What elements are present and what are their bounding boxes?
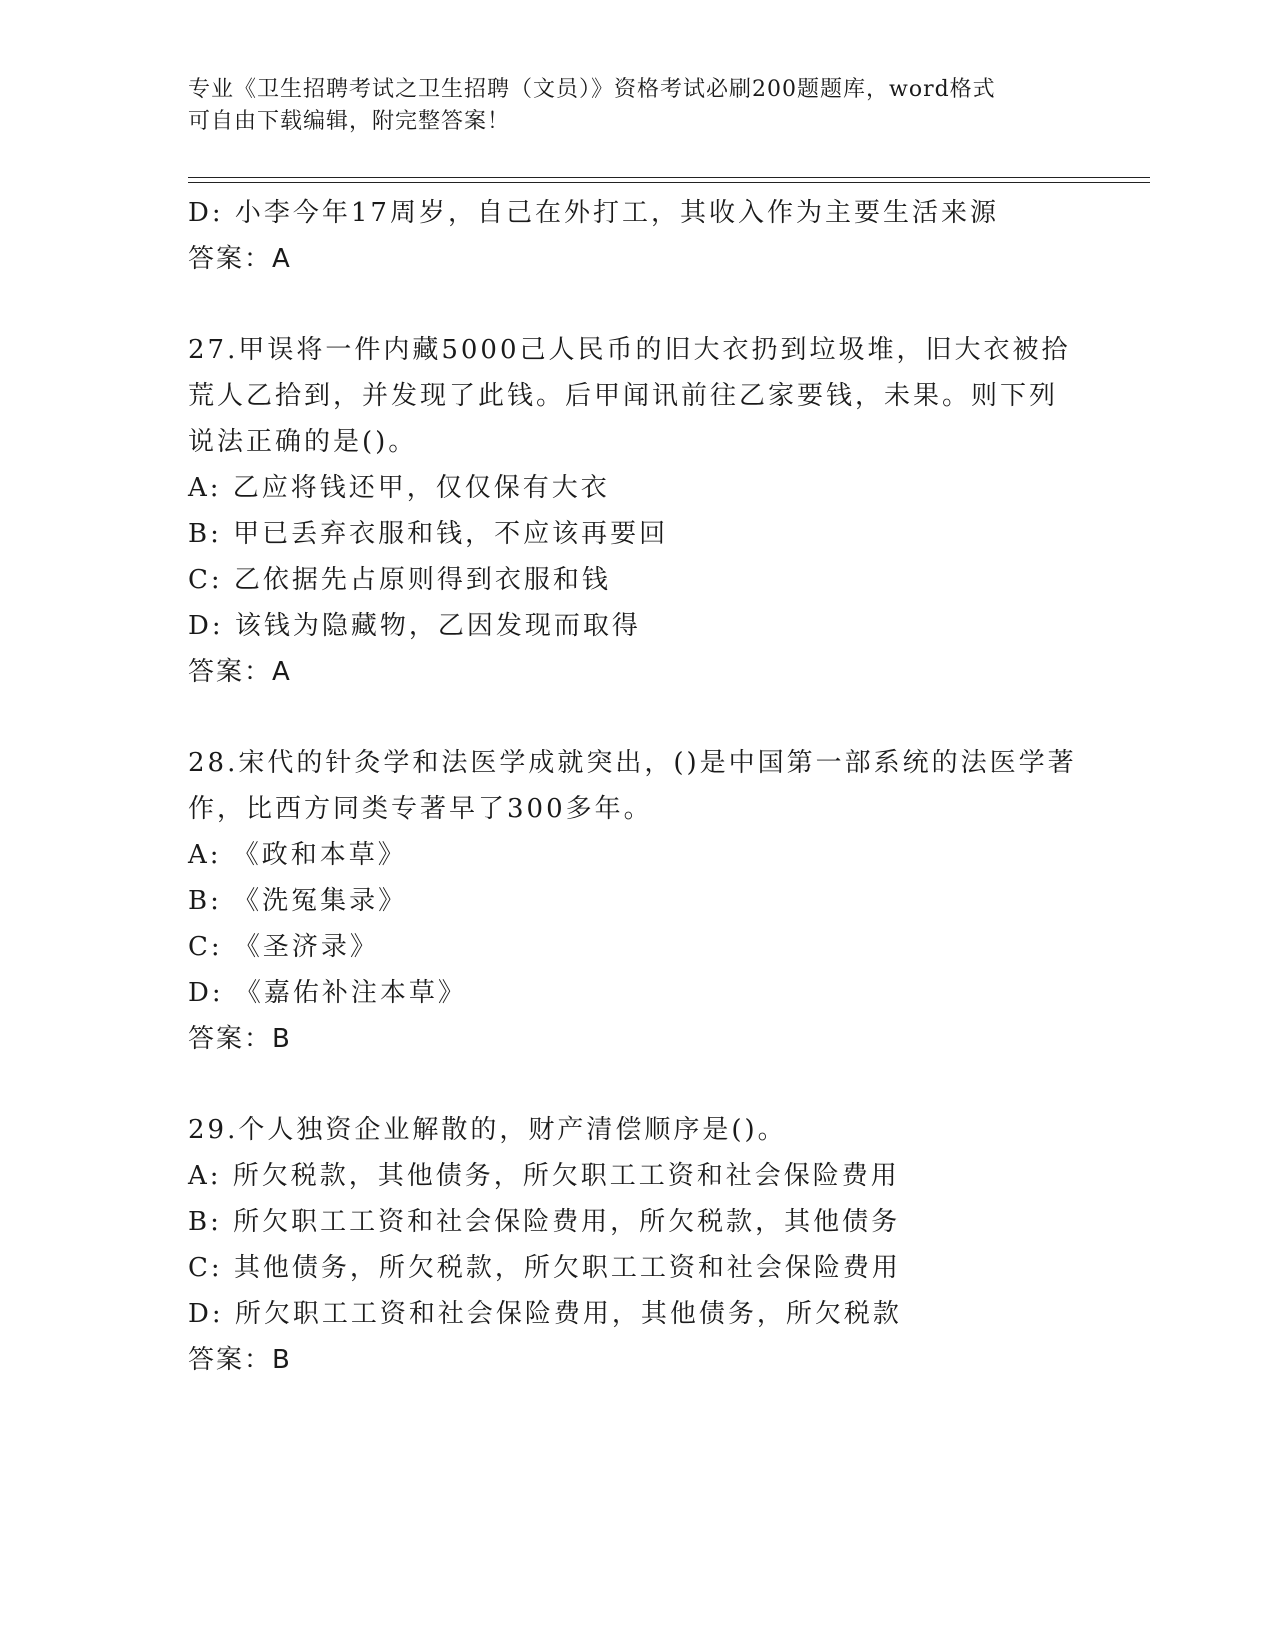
header-line-1: 专业《卫生招聘考试之卫生招聘（文员）》资格考试必刷200题题库，word格式: [188, 77, 996, 102]
question-stem-line: 28.宋代的针灸学和法医学成就突出，()是中国第一部系统的法医学著: [188, 748, 1077, 778]
option-c: C: 乙依据先占原则得到衣服和钱: [188, 565, 611, 595]
document-header: [188, 74, 1088, 138]
question-stem-line: 作，比西方同类专著早了300多年。: [188, 794, 653, 824]
option-a: A: 《政和本草》: [188, 840, 407, 870]
question-stem-line: 荒人乙拾到，并发现了此钱。后甲闻讯前往乙家要钱，未果。则下列: [188, 381, 1059, 411]
option-c: C: 《圣济录》: [188, 932, 379, 962]
question-stem-line: 29.个人独资企业解散的，财产清偿顺序是()。: [188, 1115, 787, 1145]
question-29: [188, 1107, 1088, 1383]
previous-question-tail: [188, 190, 1088, 282]
header-line-2: 可自由下载编辑，附完整答案！: [188, 109, 511, 134]
header-divider-bottom: [188, 182, 1150, 183]
question-stem-line: 27.甲误将一件内藏5000己人民币的旧大衣扔到垃圾堆，旧大衣被拾: [188, 335, 1071, 365]
option-d: D: 小李今年17周岁，自己在外打工，其收入作为主要生活来源: [188, 198, 999, 228]
option-b: B: 甲已丢弃衣服和钱，不应该再要回: [188, 519, 669, 549]
question-stem-line: 说法正确的是()。: [188, 427, 418, 457]
header-divider-top: [188, 177, 1150, 178]
option-c: C: 其他债务，所欠税款，所欠职工工资和社会保险费用: [188, 1253, 901, 1283]
option-d: D: 《嘉佑补注本草》: [188, 978, 467, 1008]
question-list: [188, 190, 1088, 1383]
option-d: D: 该钱为隐藏物，乙因发现而取得: [188, 611, 641, 641]
option-a: A: 所欠税款，其他债务，所欠职工工资和社会保险费用: [188, 1161, 900, 1191]
option-b: B: 《洗冤集录》: [188, 886, 408, 916]
question-28: [188, 740, 1088, 1062]
answer-line: 答案：A: [188, 244, 292, 274]
answer-line: 答案：B: [188, 1345, 292, 1375]
answer-line: 答案：A: [188, 657, 292, 687]
answer-line: 答案：B: [188, 1024, 292, 1054]
question-27: [188, 327, 1088, 695]
option-b: B: 所欠职工工资和社会保险费用，所欠税款，其他债务: [188, 1207, 901, 1237]
option-d: D: 所欠职工工资和社会保险费用，其他债务，所欠税款: [188, 1299, 902, 1329]
option-a: A: 乙应将钱还甲，仅仅保有大衣: [188, 473, 610, 503]
